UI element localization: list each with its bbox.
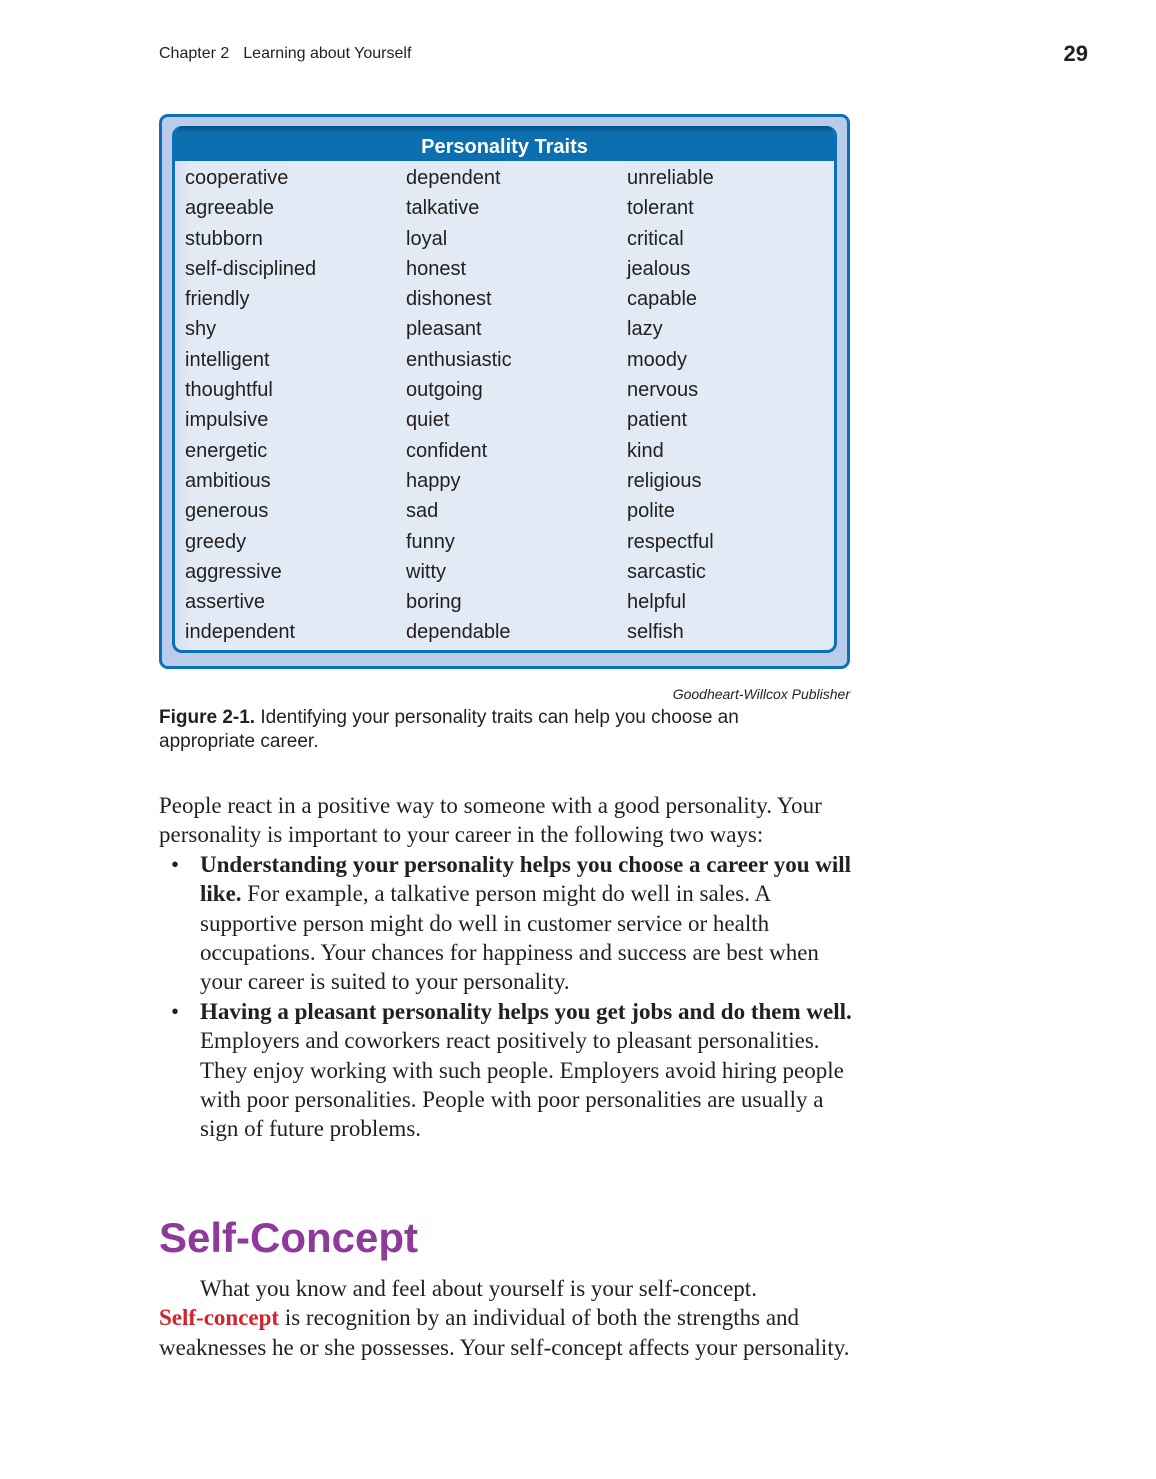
bullet-text: Employers and coworkers react positively to pleasant personalities. They enjoy working with such people. Employers avoid hiring people with poor personalities. People with poor personalities are usually a sign of future problems. bbox=[200, 1028, 844, 1142]
trait-cell: polite bbox=[627, 500, 675, 523]
trait-cell: religious bbox=[627, 469, 702, 492]
trait-cell: witty bbox=[406, 560, 446, 583]
trait-cell: funny bbox=[406, 530, 455, 553]
trait-cell: sad bbox=[406, 500, 439, 523]
trait-cell: thoughtful bbox=[185, 379, 273, 402]
trait-cell: lazy bbox=[627, 318, 663, 341]
section-paragraph bbox=[159, 1274, 859, 1362]
trait-cell: impulsive bbox=[185, 409, 269, 432]
bullet-item bbox=[159, 997, 859, 1144]
trait-cell: energetic bbox=[185, 439, 268, 462]
bullet-item bbox=[159, 850, 859, 997]
trait-cell: greedy bbox=[185, 530, 247, 553]
trait-cell: tolerant bbox=[627, 197, 694, 220]
term-definition: is recognition by an individual of both the strengths and weaknesses he or she possesses. Your self-concept affects your personality. bbox=[159, 1305, 850, 1360]
trait-cell: helpful bbox=[627, 591, 686, 614]
body-text bbox=[159, 791, 859, 1144]
trait-cell: pleasant bbox=[406, 318, 482, 341]
chapter-number: Chapter 2 bbox=[159, 45, 230, 62]
trait-cell: independent bbox=[185, 621, 296, 644]
trait-cell: stubborn bbox=[185, 227, 263, 250]
key-term: Self-concept bbox=[159, 1305, 280, 1331]
trait-cell: outgoing bbox=[406, 379, 483, 402]
figure-credit: Goodheart-Willcox Publisher bbox=[672, 686, 850, 702]
trait-cell: enthusiastic bbox=[406, 348, 512, 371]
traits-grid bbox=[175, 161, 834, 648]
trait-cell: ambitious bbox=[185, 469, 271, 492]
caption-label: Figure 2-1. bbox=[159, 707, 256, 728]
traits-table bbox=[172, 126, 837, 653]
bullet-list bbox=[159, 850, 859, 1144]
trait-cell: selfish bbox=[627, 621, 684, 644]
trait-cell: patient bbox=[627, 409, 688, 432]
chapter-title: Learning about Yourself bbox=[243, 45, 412, 62]
trait-cell: critical bbox=[627, 227, 684, 250]
trait-cell: moody bbox=[627, 348, 688, 371]
trait-cell: friendly bbox=[185, 288, 250, 311]
trait-cell: confident bbox=[406, 439, 488, 462]
trait-cell: unreliable bbox=[627, 167, 714, 189]
trait-cell: honest bbox=[406, 257, 467, 280]
intro-paragraph: People react in a positive way to someone with a good personality. Your personality is important to your career in the following two ways: bbox=[159, 793, 822, 848]
traits-table-title: Personality Traits bbox=[175, 126, 834, 161]
bullet-text: For example, a talkative person might do well in sales. A supportive person might do well in customer service or health occupations. Your chances for happiness and success are best when your career is suited to your personality. bbox=[200, 881, 819, 995]
trait-cell: nervous bbox=[627, 379, 699, 402]
trait-cell: kind bbox=[627, 439, 664, 462]
trait-cell: intelligent bbox=[185, 348, 270, 371]
trait-cell: happy bbox=[406, 469, 461, 492]
trait-cell: aggressive bbox=[185, 560, 282, 583]
running-header bbox=[159, 45, 411, 63]
trait-cell: sarcastic bbox=[627, 560, 706, 583]
trait-cell: dishonest bbox=[406, 288, 492, 311]
trait-cell: assertive bbox=[185, 591, 266, 614]
personality-traits-figure bbox=[159, 114, 850, 669]
trait-cell: generous bbox=[185, 500, 269, 523]
section-sentence: What you know and feel about yourself is your self-concept. bbox=[200, 1276, 757, 1301]
trait-cell: agreeable bbox=[185, 197, 274, 220]
figure-caption bbox=[159, 706, 819, 754]
bullet-bold: Understanding your personality helps you choose a career you will like. bbox=[200, 851, 852, 907]
page-number: 29 bbox=[1063, 41, 1088, 66]
trait-cell: dependable bbox=[406, 621, 511, 644]
trait-cell: jealous bbox=[627, 257, 691, 280]
trait-cell: cooperative bbox=[185, 167, 289, 189]
caption-text: Identifying your personality traits can help you choose an appropriate career. bbox=[159, 707, 739, 752]
trait-cell: self-disciplined bbox=[185, 257, 317, 280]
trait-cell: talkative bbox=[406, 197, 480, 220]
trait-cell: capable bbox=[627, 288, 698, 311]
trait-cell: dependent bbox=[406, 167, 501, 189]
trait-cell: shy bbox=[185, 318, 217, 341]
trait-cell: boring bbox=[406, 591, 462, 614]
trait-cell: quiet bbox=[406, 409, 450, 432]
trait-cell: loyal bbox=[406, 227, 448, 250]
section-heading: Self-Concept bbox=[159, 1214, 419, 1261]
trait-cell: respectful bbox=[627, 530, 714, 553]
bullet-bold: Having a pleasant personality helps you get jobs and do them well. bbox=[200, 998, 852, 1024]
